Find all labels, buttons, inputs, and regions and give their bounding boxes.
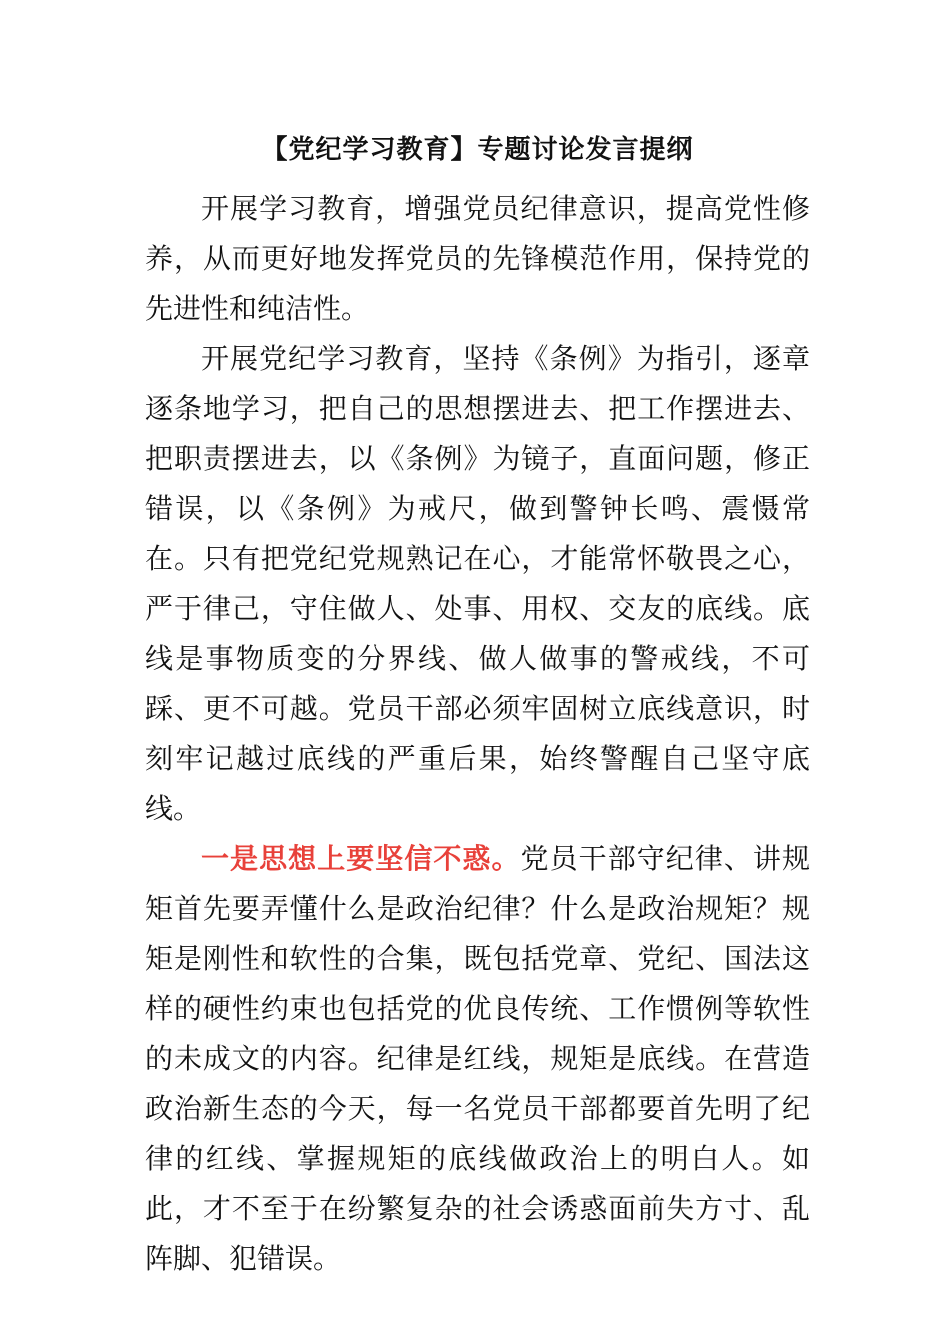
paragraph-1: [145, 184, 810, 334]
paragraph-3-lead-heading: 一是思想上要坚信不惑。: [201, 842, 521, 875]
paragraph-3: [145, 834, 810, 1284]
paragraph-2-text: 开展党纪学习教育，坚持《条例》为指引，逐章逐条地学习，把自己的思想摆进去、把工作摆进去、把职责摆进去，以《条例》为镜子，直面问题，修正错误，以《条例》为戒尺，做到警钟长鸣、震慑常在。只有把党纪党规熟记在心，才能常怀敬畏之心，严于律己，守住做人、处事、用权、交友的底线。底线是事物质变的分界线、做人做事的警戒线，不可踩、更不可越。党员干部必须牢固树立底线意识，时刻牢记越过底线的严重后果，始终警醒自己坚守底线。: [145, 342, 810, 825]
paragraph-1-text: 开展学习教育，增强党员纪律意识，提高党性修养，从而更好地发挥党员的先锋模范作用，保持党的先进性和纯洁性。: [145, 192, 810, 325]
paragraph-3-text: 党员干部守纪律、讲规矩首先要弄懂什么是政治纪律？什么是政治规矩？规矩是刚性和软性的合集，既包括党章、党纪、国法这样的硬性约束也包括党的优良传统、工作惯例等软性的未成文的内容。纪律是红线，规矩是底线。在营造政治新生态的今天，每一名党员干部都要首先明了纪律的红线、掌握规矩的底线做政治上的明白人。如此，才不至于在纷繁复杂的社会诱惑面前失方寸、乱阵脚、犯错误。: [145, 842, 810, 1275]
document-page: [145, 128, 810, 1284]
paragraph-2: [145, 334, 810, 834]
document-title: 【党纪学习教育】专题讨论发言提纲: [261, 135, 694, 165]
